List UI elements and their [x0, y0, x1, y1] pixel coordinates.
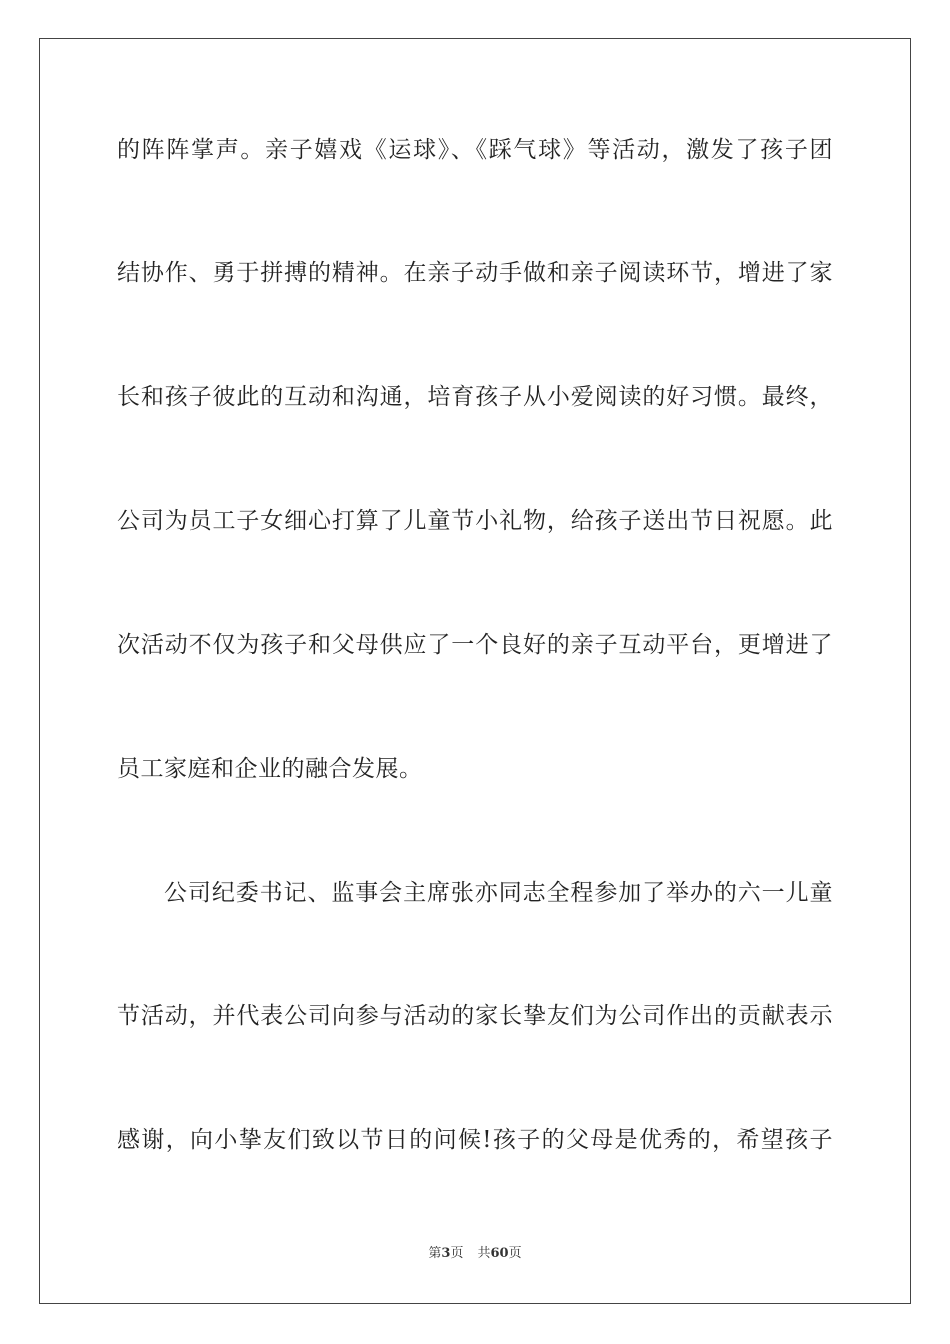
page-footer — [0, 1244, 950, 1264]
total-suffix: 页 — [508, 1246, 522, 1261]
page-number: 3 — [441, 1246, 451, 1261]
text-line-paragraph-end: 员工家庭和企业的融合发展。 — [117, 756, 423, 782]
text-line: 的阵阵掌声。亲子嬉戏《运球》、《踩气球》等活动，激发了孩子团 — [117, 137, 833, 163]
text-line: 长和孩子彼此的互动和沟通，培育孩子从小爱阅读的好习惯。最终， — [117, 384, 833, 410]
page-border — [39, 38, 911, 1304]
page-suffix: 页 — [450, 1246, 464, 1261]
text-line: 感谢，向小挚友们致以节日的问候!孩子的父母是优秀的，希望孩子 — [117, 1127, 833, 1153]
total-pages: 60 — [490, 1246, 509, 1261]
text-line-paragraph-start: 公司纪委书记、监事会主席张亦同志全程参加了举办的六一儿童 — [164, 880, 833, 906]
total-prefix: 共 — [477, 1246, 491, 1261]
text-line: 节活动，并代表公司向参与活动的家长挚友们为公司作出的贡献表示 — [117, 1003, 833, 1029]
text-line: 结协作、勇于拼搏的精神。在亲子动手做和亲子阅读环节，增进了家 — [117, 260, 833, 286]
page-prefix: 第 — [428, 1246, 442, 1261]
text-line: 次活动不仅为孩子和父母供应了一个良好的亲子互动平台，更增进了 — [117, 632, 833, 658]
text-line: 公司为员工子女细心打算了儿童节小礼物，给孩子送出节日祝愿。此 — [117, 508, 833, 534]
